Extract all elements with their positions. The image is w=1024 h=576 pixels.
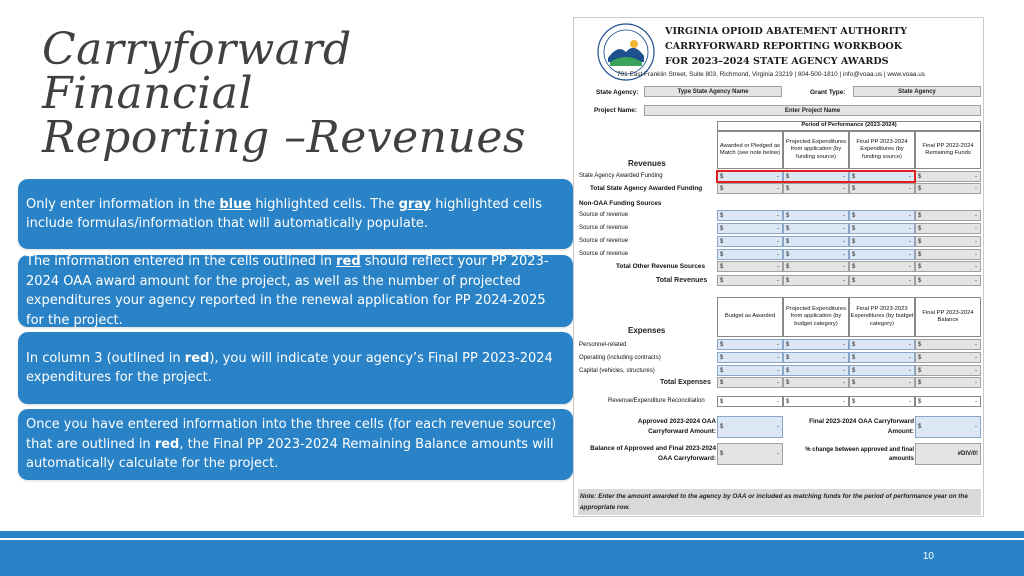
cell-formula: $ - (717, 396, 783, 407)
cell-formula: $ - (849, 396, 915, 407)
cell-input[interactable]: $ - (849, 223, 915, 234)
cell-formula: $ - (915, 236, 981, 247)
cell-input[interactable]: $ - (849, 352, 915, 363)
cell-formula: $ - (915, 339, 981, 350)
cell-formula: $ - (783, 396, 849, 407)
footer-band (0, 540, 1024, 576)
callout-red-outlined-cells (18, 255, 573, 327)
source-label: Source of revenue (579, 225, 629, 231)
final-cf-field[interactable]: $ - (915, 416, 981, 438)
cell-formula: $ - (915, 210, 981, 221)
cell-formula: $ - (849, 183, 915, 194)
cell-formula: $ - (783, 275, 849, 286)
cell-formula: $ - (717, 261, 783, 272)
cell-formula: $ - (915, 365, 981, 376)
total-state-label: Total State Agency Awarded Funding (590, 185, 703, 192)
cell-formula: $ - (915, 171, 981, 182)
balance-label: Balance of Approved and Final 2023-2024 OAA Carryforward: (590, 445, 716, 462)
project-name-field[interactable]: Enter Project Name (644, 105, 981, 116)
exp-col-projected: Projected Expenditures from application (by budget category) (783, 297, 849, 337)
approved-cf-label: Approved 2023-2024 OAA Carryforward Amount: (637, 418, 716, 435)
cell-input[interactable]: $ - (849, 249, 915, 260)
period-header: Period of Performance (2023-2024) (717, 121, 981, 131)
cell-formula: $ - (783, 183, 849, 194)
state-funding-label: State Agency Awarded Funding (579, 173, 663, 179)
project-name-label: Project Name: (594, 107, 637, 114)
cell-formula: $ - (717, 275, 783, 286)
cell-input[interactable]: $ - (717, 210, 783, 221)
title-line-1: Carryforward Financial (42, 24, 352, 119)
approved-cf-field[interactable]: $ - (717, 416, 783, 438)
cell-input[interactable]: $ - (717, 171, 783, 182)
title-line-2: Reporting –Revenues (42, 112, 526, 163)
cell-formula: $ - (915, 223, 981, 234)
source-label: Source of revenue (579, 251, 629, 257)
cell-formula: $ - (915, 249, 981, 260)
page-title (42, 24, 572, 163)
grant-type-field: State Agency (853, 86, 981, 97)
grant-type-label: Grant Type: (810, 89, 846, 96)
source-label: Source of revenue (579, 238, 629, 244)
cell-input[interactable]: $ - (783, 249, 849, 260)
exp-col-final: Final PP 2023-2023 Expenditures (by budget category) (849, 297, 915, 337)
non-oaa-label: Non-OAA Funding Sources (579, 200, 662, 207)
cell-formula: $ - (783, 377, 849, 388)
cell-input[interactable]: $ - (849, 365, 915, 376)
expense-label: Capital (vehicles, structures) (579, 368, 655, 374)
source-label: Source of revenue (579, 212, 629, 218)
cell-formula: $ - (717, 183, 783, 194)
red-outline-state-funding (716, 170, 916, 183)
cell-input[interactable]: $ - (783, 352, 849, 363)
blue-emphasis: blue (219, 196, 252, 212)
total-other-label: Total Other Revenue Sources (616, 263, 706, 270)
cell-input[interactable]: $ - (783, 339, 849, 350)
workbook-address: 701 East Franklin Street, Suite 803, Richmond, Virginia 23219 | 804-500-1810 | info@voaa.us | www.voaa.us (617, 71, 925, 78)
page-number: 10 (922, 551, 934, 562)
rev-col-awarded: Awarded or Pledged as Match (see note below) (717, 131, 783, 169)
red-emphasis: red (336, 254, 361, 269)
red-emphasis: red (154, 436, 180, 452)
workbook-note: Note: Enter the amount awarded to the agency by OAA or included as matching funds for the period of performance year on the appropriate row. (578, 489, 981, 515)
cell-input[interactable]: $ - (849, 236, 915, 247)
rev-col-projected: Projected Expenditures from application (by funding source) (783, 131, 849, 169)
final-cf-label: Final 2023-2024 OAA Carryforward Amount: (809, 418, 914, 435)
cell-input[interactable]: $ - (717, 223, 783, 234)
expenses-title: Expenses (628, 326, 666, 335)
cell-formula: $ - (915, 183, 981, 194)
reconciliation-label: Revenue/Expenditure Reconciliation (608, 398, 705, 404)
pct-change-field: #DIV/0! (915, 443, 981, 465)
cell-input[interactable]: $ - (783, 365, 849, 376)
callout-column-3 (18, 332, 573, 404)
callout-text: The information entered in the cells outlined in red should reflect your PP 2023-2024 OAA award amount for the project, as well as the number of projected expenditures your agency reported in the renewal application for PP 2024-2025 for the project. (26, 254, 549, 328)
cell-formula: $ - (915, 261, 981, 272)
cell-input[interactable]: $ - (717, 249, 783, 260)
revenues-title: Revenues (628, 159, 666, 168)
exp-col-budget: Budget as Awarded (717, 297, 783, 337)
callout-text: Once you have entered information into the three cells (for each revenue source) that are outlined in red, the Final PP 2023-2024 Remaining Balance amounts will automatically calculate for the project. (26, 417, 557, 472)
cell-formula: $ - (915, 396, 981, 407)
cell-input[interactable]: $ - (783, 236, 849, 247)
cell-formula: $ - (849, 261, 915, 272)
pct-change-label: % change between approved and final amounts (805, 447, 914, 462)
footer-accent-line (0, 531, 1024, 538)
exp-col-balance: Final PP 2023-2024 Balance (915, 297, 981, 337)
cell-input[interactable]: $ - (717, 339, 783, 350)
cell-input[interactable]: $ - (849, 171, 915, 182)
cell-input[interactable]: $ - (717, 352, 783, 363)
cell-input[interactable]: $ - (717, 365, 783, 376)
cell-input[interactable]: $ - (717, 236, 783, 247)
cell-input[interactable]: $ - (783, 210, 849, 221)
red-emphasis: red (184, 350, 210, 366)
total-revenues-label: Total Revenues (656, 277, 708, 284)
callout-text: Only enter information in the blue highlighted cells. The gray highlighted cells include formulas/information that will automatically populate. (26, 196, 542, 231)
cell-formula: $ - (915, 275, 981, 286)
cell-input[interactable]: $ - (783, 223, 849, 234)
total-expenses-label: Total Expenses (660, 379, 711, 386)
cell-formula: $ - (849, 275, 915, 286)
cell-formula: $ - (915, 377, 981, 388)
callout-remaining-balance (18, 409, 573, 480)
cell-input[interactable]: $ - (849, 339, 915, 350)
expense-label: Operating (including contracts) (579, 355, 661, 361)
state-agency-label: State Agency: (596, 89, 639, 96)
rev-col-final: Final PP 2023-2024 Expenditures (by funding source) (849, 131, 915, 169)
cell-formula: $ - (849, 377, 915, 388)
cell-input[interactable]: $ - (849, 210, 915, 221)
cell-formula: $ - (783, 261, 849, 272)
workbook-screenshot (573, 17, 984, 517)
expense-label: Personnel-related (579, 342, 627, 348)
callout-text: In column 3 (outlined in red), you will indicate your agency’s Final PP 2023-2024 expenditures for the project. (26, 350, 553, 385)
cell-formula: $ - (717, 377, 783, 388)
balance-field: $ - (717, 443, 783, 465)
gray-emphasis: gray (398, 196, 432, 212)
state-agency-field[interactable]: Type State Agency Name (644, 86, 782, 97)
workbook-header: VIRGINIA OPIOID ABATEMENT AUTHORITY CARRYFORWARD REPORTING WORKBOOK FOR 2023–2024 STATE AGENCY AWARDS (665, 26, 908, 67)
cell-formula: $ - (915, 352, 981, 363)
cell-input[interactable]: $ - (783, 171, 849, 182)
callout-blue-gray-cells (18, 179, 573, 249)
rev-col-remaining: Final PP 2023-2024 Remaining Funds (915, 131, 981, 169)
